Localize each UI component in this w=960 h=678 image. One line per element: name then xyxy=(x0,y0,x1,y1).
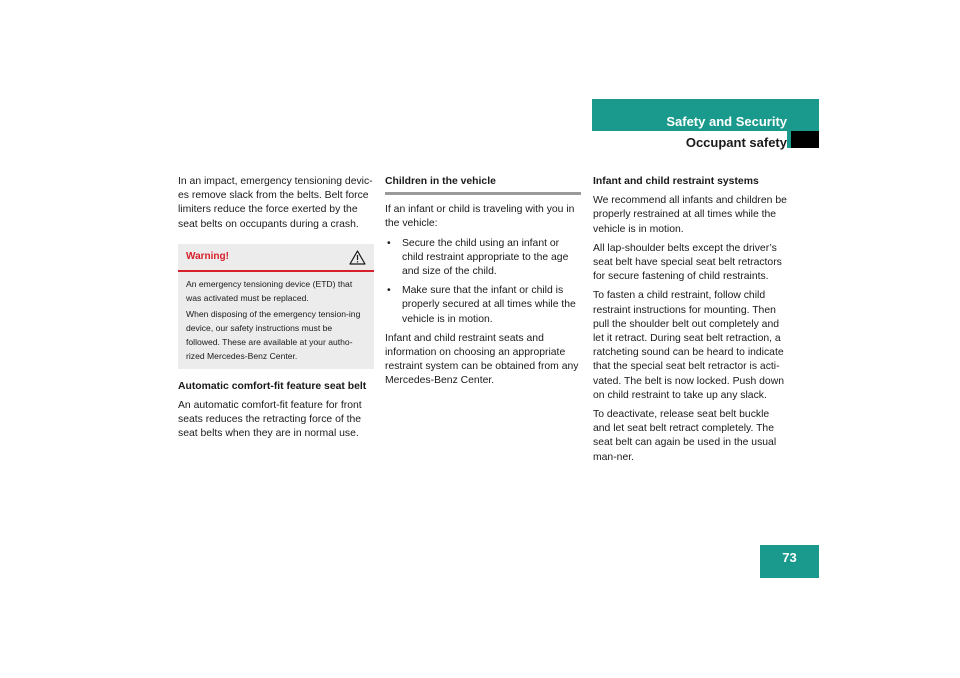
restraint-paragraph: All lap-shoulder belts except the driver’s seat belt have special seat belt retractors for secure fastening of child restraints. xyxy=(593,242,782,283)
warning-header xyxy=(178,244,374,272)
section-title: Safety and Security xyxy=(666,114,787,129)
header-tab-marker xyxy=(791,131,819,148)
children-heading: Children in the vehicle xyxy=(385,175,581,195)
warning-title: Warning! xyxy=(186,251,229,263)
list-item: • Make sure that the infant or child is properly secured at all times while the vehicle is in motion. xyxy=(385,284,581,327)
section-header xyxy=(592,99,819,148)
comfort-fit-paragraph: An automatic comfort-fit feature for front seats reduces the retracting force of the seat belts when they are in normal use. xyxy=(178,400,362,440)
restraint-paragraph: To fasten a child restraint, follow child restraint instructions for mounting. Then pull the shoulder belt out completely and let it retract. During seat belt retraction, a ratcheting sound can be heard to indicate that the special seat belt retractor is acti-vated. The belt is now locked. Push down on child restraint to take up any slack. xyxy=(593,290,784,401)
page-number: 73 xyxy=(760,545,819,578)
children-paragraph: Infant and child restraint seats and information on choosing an appropriate restraint system can be obtained from any Mercedes-Benz Center. xyxy=(385,332,579,387)
warning-paragraph: An emergency tensioning device (ETD) that was activated must be replaced. xyxy=(186,278,353,303)
warning-paragraph: When disposing of the emergency tension-ing device, our safety instructions must be followed. These are available at your autho-rized Mercedes-Benz Center. xyxy=(186,308,361,361)
comfort-fit-heading: Automatic comfort-fit feature seat belt xyxy=(178,380,367,392)
right-column xyxy=(593,175,789,470)
restraint-paragraph: To deactivate, release seat belt buckle and let seat belt retract completely. The seat belt can again be used in the usual man-ner. xyxy=(593,409,777,463)
warning-body xyxy=(178,272,374,363)
children-intro: If an infant or child is traveling with you in the vehicle: xyxy=(385,204,575,230)
restraint-paragraph: We recommend all infants and children be properly restrained at all times while the vehicle is in motion. xyxy=(593,195,787,235)
children-bullet-list xyxy=(385,237,581,327)
restraint-systems-heading: Infant and child restraint systems xyxy=(593,176,759,187)
warning-box xyxy=(178,244,374,369)
intro-paragraph: In an impact, emergency tensioning devic-es remove slack from the belts. Belt force limiters reduce the force exerted by the seat belts on occupants during a crash. xyxy=(178,176,373,230)
list-item: • Secure the child using an infant or child restraint appropriate to the age and size of the child. xyxy=(385,237,581,280)
subsection-title: Occupant safety xyxy=(685,135,787,150)
left-column xyxy=(178,175,374,447)
warning-triangle-icon xyxy=(349,250,366,265)
middle-column xyxy=(385,175,581,394)
